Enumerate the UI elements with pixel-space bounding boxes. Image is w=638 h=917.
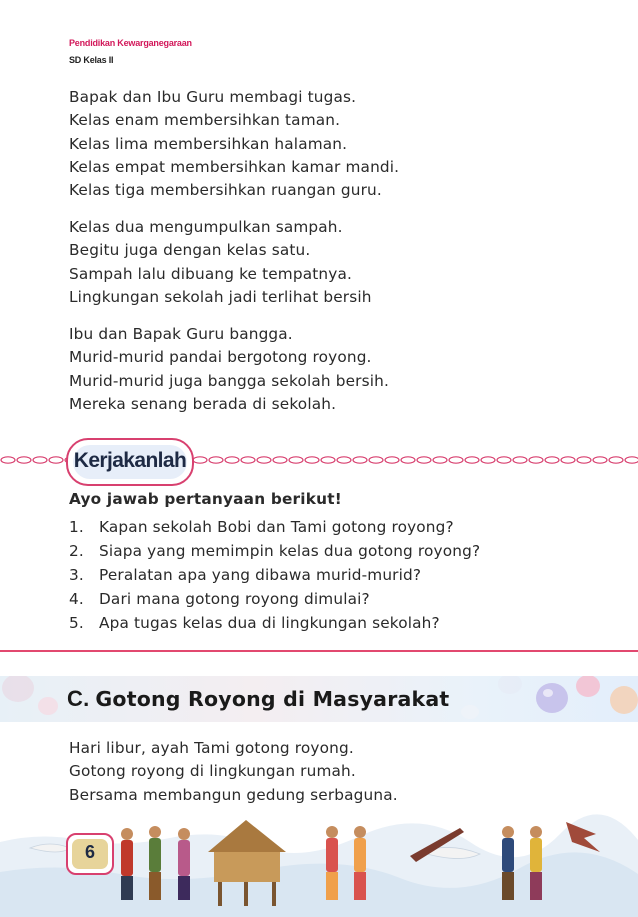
section-paragraph	[69, 737, 398, 807]
text-line: Kelas empat membersihkan kamar mandi.	[69, 157, 400, 176]
section-title-text: Gotong Royong di Masyarakat	[95, 687, 450, 711]
text-line: Ibu dan Bapak Guru bangga.	[69, 325, 293, 343]
question-number: 1.	[69, 518, 84, 536]
text-line: Lingkungan sekolah jadi terlihat bersih	[69, 287, 372, 306]
section-letter: C.	[67, 686, 90, 711]
section-divider	[0, 650, 638, 652]
text-line: Murid-murid pandai bergotong royong.	[69, 348, 372, 367]
exercise-instruction: Ayo jawab pertanyaan berikut!	[69, 490, 342, 508]
question-number: 2.	[69, 542, 84, 560]
figure-group-left	[121, 826, 190, 900]
question-list	[69, 515, 480, 635]
section-title	[67, 686, 449, 712]
text-line: Kelas dua mengumpulkan sampah.	[69, 218, 343, 236]
question-number: 5.	[69, 614, 84, 632]
text-line: Kelas lima membersihkan halaman.	[69, 134, 348, 153]
page-header-grade: SD Kelas II	[69, 55, 114, 65]
exercise-badge	[66, 438, 194, 486]
page-number-badge	[66, 833, 114, 875]
question-item	[69, 611, 480, 635]
text-line: Begitu juga dengan kelas satu.	[69, 241, 311, 260]
text-line: Hari libur, ayah Tami gotong royong.	[69, 739, 354, 757]
text-line: Sampah lalu dibuang ke tempatnya.	[69, 264, 352, 283]
question-text: Peralatan apa yang dibawa murid-murid?	[99, 566, 422, 584]
question-item	[69, 539, 480, 563]
question-item	[69, 515, 480, 539]
question-number: 4.	[69, 590, 84, 608]
text-line: Gotong royong di lingkungan rumah.	[69, 762, 356, 781]
text-line: Kelas enam membersihkan taman.	[69, 111, 341, 130]
page-number: 6	[72, 839, 108, 869]
text-line: Bapak dan Ibu Guru membagi tugas.	[69, 88, 357, 106]
text-line: Bersama membangun gedung serbaguna.	[69, 785, 398, 804]
reading-stanza-1	[69, 86, 399, 202]
page-header-subject: Pendidikan Kewarganegaraan	[69, 38, 192, 48]
reading-stanza-3	[69, 323, 389, 416]
text-line: Kelas tiga membersihkan ruangan guru.	[69, 181, 382, 200]
reading-stanza-2	[69, 216, 372, 309]
question-number: 3.	[69, 566, 84, 584]
question-text: Dari mana gotong royong dimulai?	[99, 590, 370, 608]
text-line: Mereka senang berada di sekolah.	[69, 394, 337, 413]
exercise-badge-label: Kerjakanlah	[73, 445, 187, 479]
question-text: Apa tugas kelas dua di lingkungan sekolah?	[99, 614, 440, 632]
question-item	[69, 587, 480, 611]
question-text: Siapa yang memimpin kelas dua gotong royong?	[99, 542, 481, 560]
text-line: Murid-murid juga bangga sekolah bersih.	[69, 371, 389, 390]
question-item	[69, 563, 480, 587]
question-text: Kapan sekolah Bobi dan Tami gotong royong?	[99, 518, 454, 536]
